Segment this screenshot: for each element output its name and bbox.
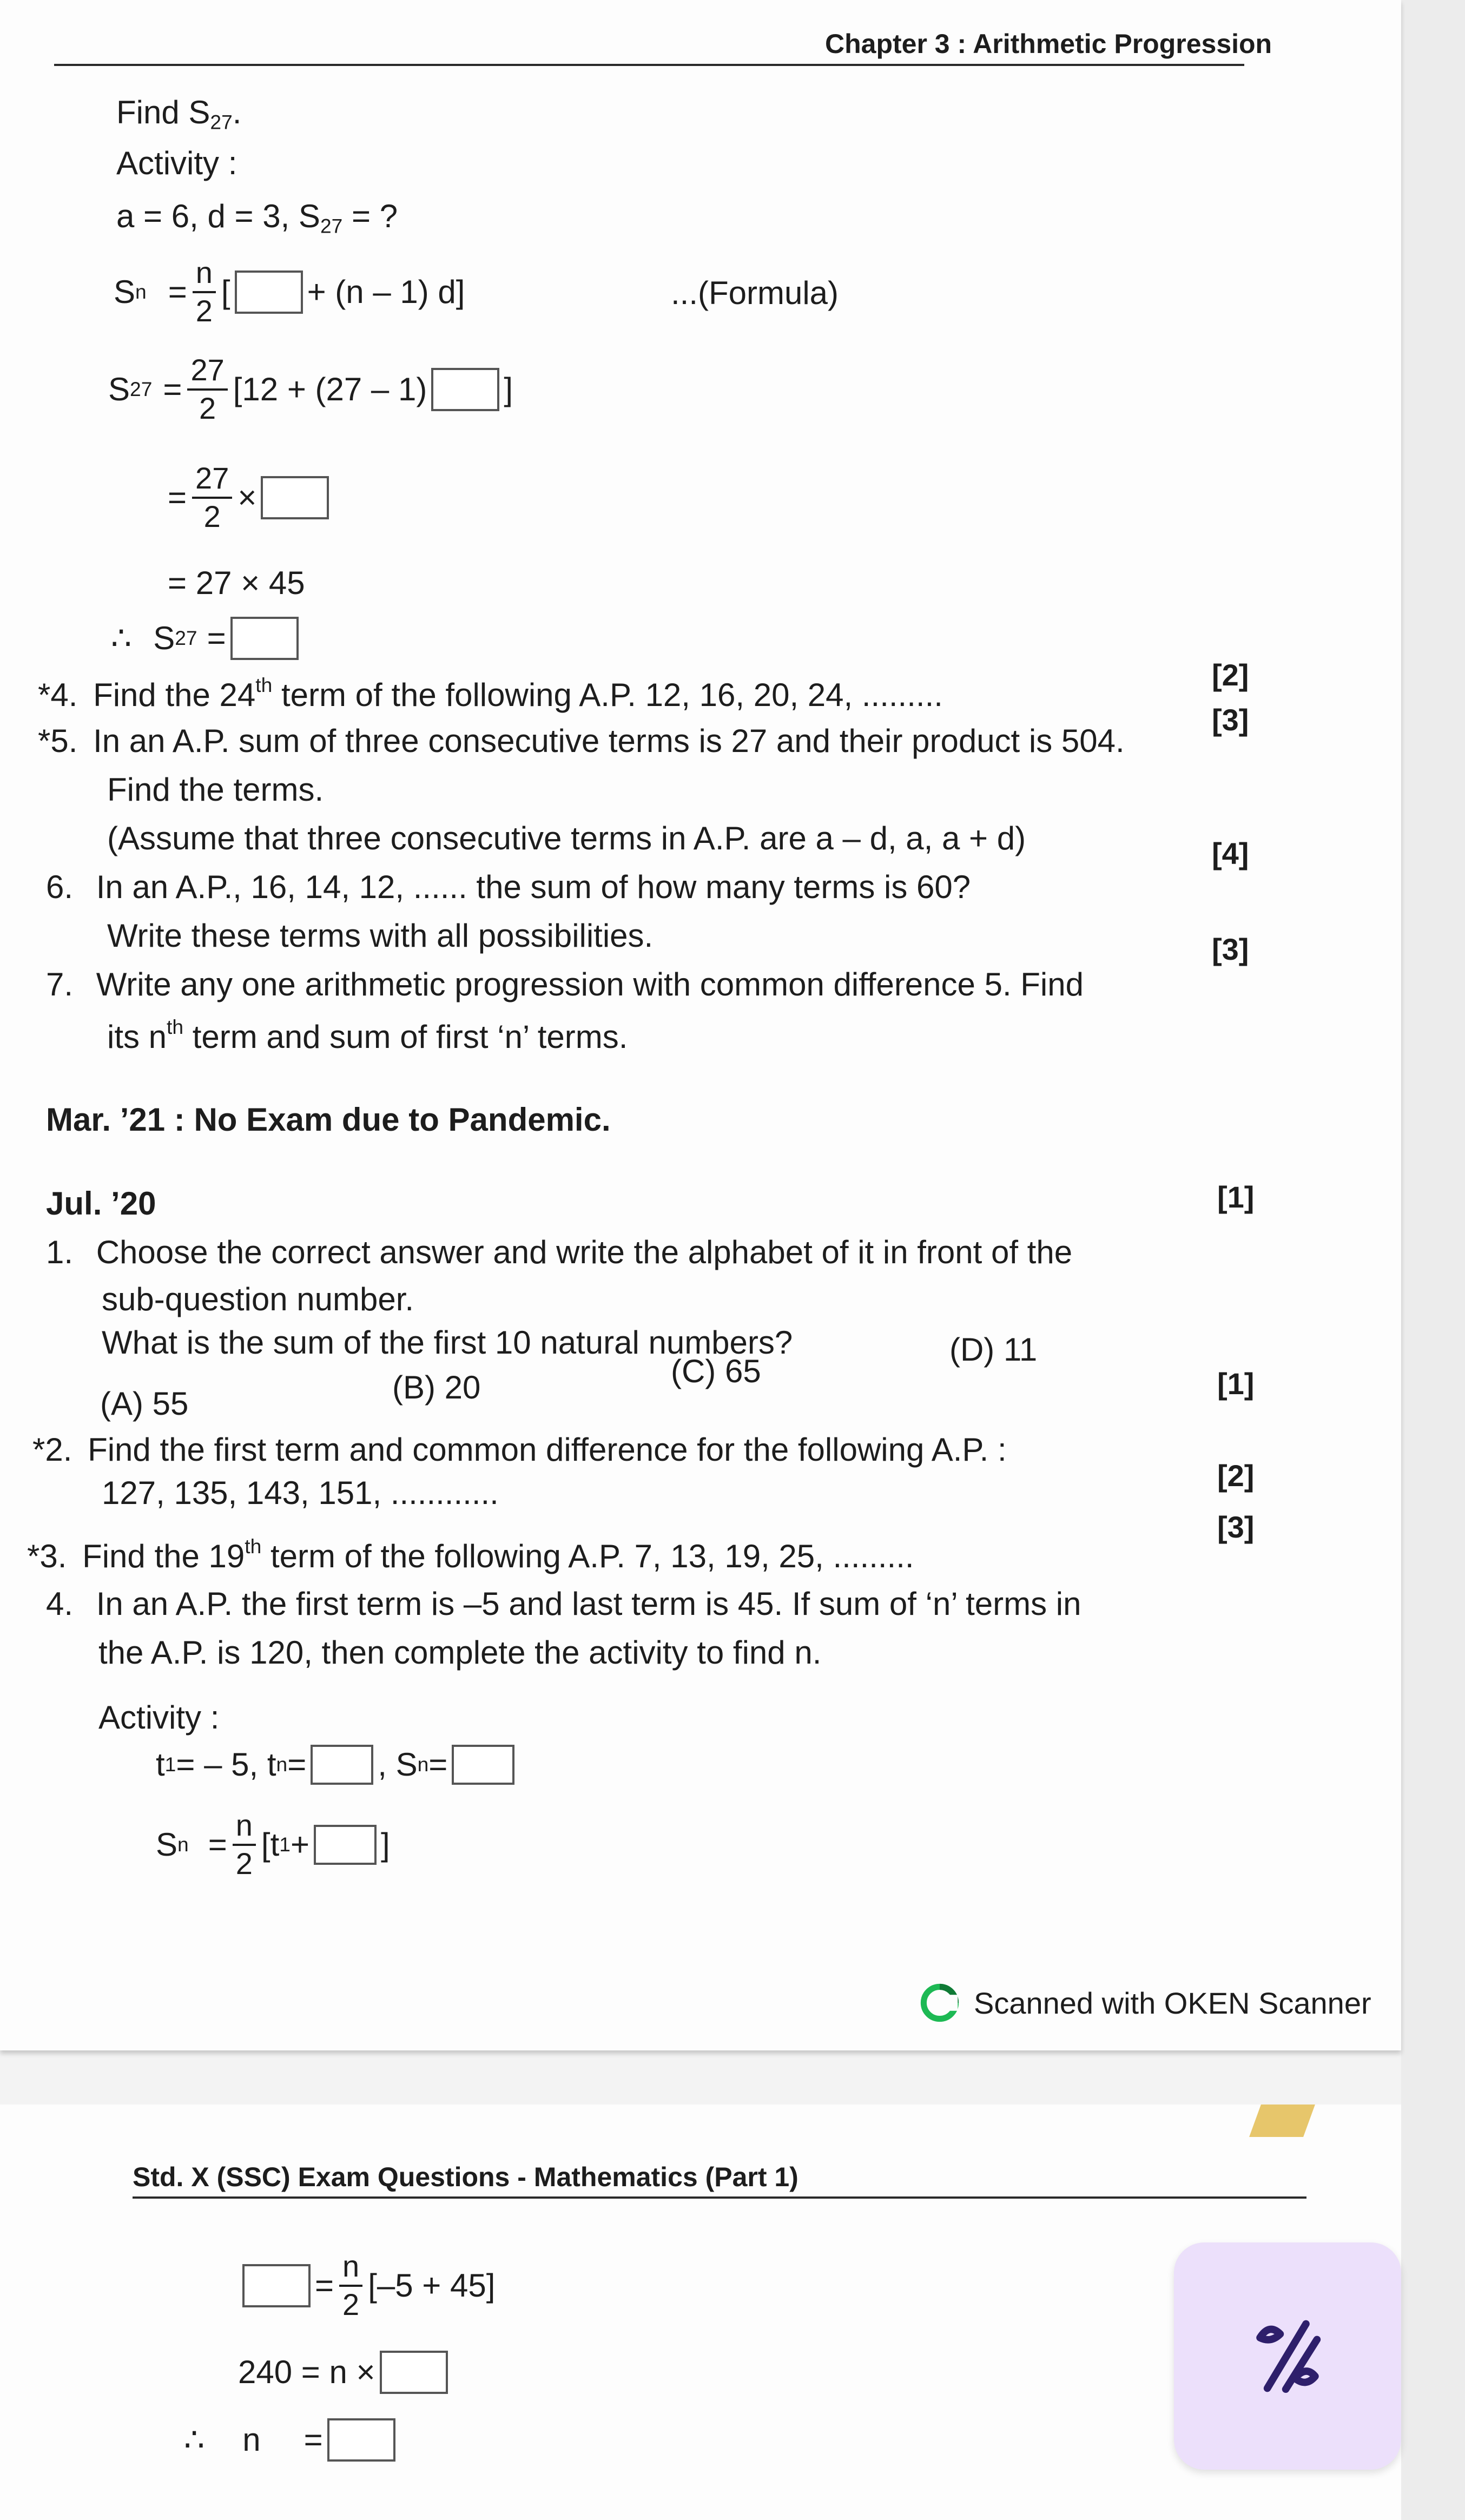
fraction: $\frac{27}{2}$ (192, 463, 232, 533)
question-5: *5. In an A.P. sum of three consecutive terms is 27 and their product is 504. (38, 723, 1125, 759)
marks-badge: [2] (1212, 658, 1249, 692)
page-corner-fold (1249, 2105, 1315, 2137)
jul-question-1-line2: sub-question number. (102, 1281, 414, 1317)
answer-box[interactable] (311, 1745, 373, 1785)
jul-question-4: 4. In an A.P. the first term is –5 and last term is 45. If sum of ‘n’ terms in (46, 1586, 1081, 1622)
question-7: 7. Write any one arithmetic progression with common difference 5. Find (46, 966, 1084, 1002)
marks-badge: [1] (1217, 1180, 1255, 1214)
answer-box[interactable] (380, 2351, 448, 2394)
answer-box[interactable] (242, 2264, 311, 2307)
question-7-line2: its $n^{th}$ term and sum of first ‘n’ terms. (107, 1015, 628, 1056)
formula-note: ...(Formula) (671, 275, 839, 311)
answer-box[interactable] (327, 2418, 395, 2462)
marks-badge: [2] (1217, 1459, 1255, 1493)
option-d: (D) 11 (949, 1331, 1038, 1368)
marks-badge: [3] (1212, 932, 1249, 966)
fraction: $\frac{n}{2}$ (233, 1810, 256, 1880)
question-5-line2: Find the terms. (107, 771, 324, 808)
header-rule (133, 2196, 1306, 2199)
jul-question-2: *2. Find the first term and common difference for the following A.P. : (32, 1431, 1007, 1468)
marks-badge: [3] (1217, 1510, 1255, 1544)
jul-sn-line: S n = $\frac{n}{2}$ [t 1 + ] (156, 1808, 390, 1881)
jul-question-2-line2: 127, 135, 143, 151, ............ (102, 1475, 499, 1511)
mar21-heading: Mar. ’21 : No Exam due to Pandemic. (46, 1101, 611, 1138)
step4-line: ∴ S 27 = (111, 617, 303, 660)
page2-header: Std. X (SSC) Exam Questions - Mathematics (Part 1) (133, 2162, 799, 2192)
jul-question-1-line3: What is the sum of the first 10 natural numbers? (102, 1324, 793, 1361)
question-4: *4. Find the 24th term of the following A.P. 12, 16, 20, 24, ......... (38, 674, 943, 714)
answer-box[interactable] (452, 1745, 514, 1785)
answer-box[interactable] (431, 368, 499, 411)
jul-question-3: *3. Find the 19th term of the following A.P. 7, 13, 19, 25, ......... (27, 1535, 914, 1575)
activity-label: Activity : (116, 145, 237, 181)
fraction: $\frac{27}{2}$ (187, 354, 227, 425)
jul-givens-line: t 1 = – 5, t n = , S n = (156, 1745, 519, 1785)
step3-line: = 27 × 45 (168, 565, 305, 601)
edit-fab-button[interactable] (1174, 2242, 1401, 2470)
find-s27: Find $S_{27}$. (116, 94, 242, 134)
givens-line: a = 6, d = 3, $S_{27}$ = ? (116, 198, 398, 238)
jul-question-1: 1. Choose the correct answer and write the alphabet of it in front of the (46, 1234, 1073, 1270)
jul-activity-label: Activity : (98, 1699, 220, 1736)
header-rule (54, 64, 1244, 66)
marks-badge: [3] (1212, 703, 1249, 737)
chapter-header: Chapter 3 : Arithmetic Progression (825, 29, 1272, 59)
answer-box[interactable] (235, 271, 303, 314)
option-b: (B) 20 (392, 1369, 481, 1406)
oken-scanner-logo-icon (920, 1983, 960, 2023)
option-c: (C) 65 (671, 1353, 761, 1389)
question-6-line2: Write these terms with all possibilities. (107, 918, 654, 954)
marks-badge: [4] (1212, 836, 1249, 870)
screen-edge (1401, 0, 1465, 2520)
fraction: $\frac{n}{2}$ (193, 257, 216, 327)
answer-box[interactable] (261, 476, 329, 519)
formula-line: S n = $\frac{n}{2}$ [ + (n – 1) d] (114, 255, 465, 328)
scanner-watermark: Scanned with OKEN Scanner (920, 1983, 1371, 2023)
question-5-line3: (Assume that three consecutive terms in A.P. are a – d, a, a + d) (107, 820, 1026, 856)
jul20-heading: Jul. ’20 (46, 1185, 156, 1222)
step2-line: = $\frac{27}{2}$ × (168, 463, 333, 533)
answer-box[interactable] (230, 617, 299, 660)
page2-line3: ∴ n = (184, 2418, 400, 2462)
marks-badge: [1] (1217, 1367, 1255, 1401)
answer-box[interactable] (314, 1825, 377, 1865)
edit-slash-icon (1242, 2310, 1334, 2402)
page2-line1: = $\frac{n}{2}$ [–5 + 45] (238, 2251, 495, 2321)
question-6: 6. In an A.P., 16, 14, 12, ...... the sum of how many terms is 60? (46, 869, 971, 905)
jul-question-4-line2: the A.P. is 120, then complete the activity to find n. (98, 1634, 822, 1671)
fraction: $\frac{n}{2}$ (339, 2251, 362, 2321)
option-a: (A) 55 (100, 1386, 189, 1422)
page2-line2: 240 = n × (238, 2351, 452, 2394)
step1-line: S 27 = $\frac{27}{2}$ [12 + (27 – 1) ] (108, 353, 513, 425)
